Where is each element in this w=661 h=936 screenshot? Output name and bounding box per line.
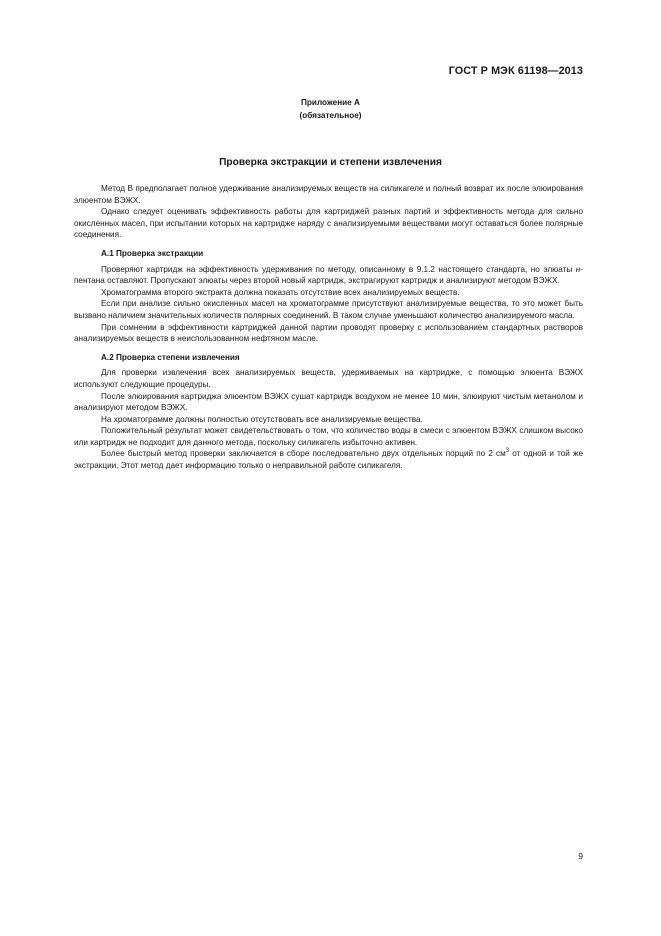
section-heading-a2: А.2 Проверка степени извлечения <box>101 352 240 362</box>
paragraph: Метод В предполагает полное удерживание анализируемых веществ на силикагеле и полный возврат их после элюирования элюентом ВЭЖХ. <box>74 184 583 205</box>
paragraph: После элюирования картриджа элюентом ВЭЖХ сушат картридж воздухом не менее 10 мин, элюируют чистым метанолом и анализируют методом ВЭЖХ. <box>74 391 583 413</box>
paragraph: Хроматограмма второго экстракта должна показать отсутствие всех анализируемых веществ. <box>101 287 460 297</box>
section-heading-a1: А.1 Проверка экстракции <box>101 248 204 258</box>
paragraph: Для проверки извлечения всех анализируемых веществ, удерживаемых на картридже, с помощью элюента ВЭЖХ используют следующие процедуры. <box>74 368 583 389</box>
annex-heading <box>0 96 661 122</box>
annex-title: Приложение А <box>301 98 360 107</box>
paragraph: При сомнении в эффективности картриджей данной партии проводят проверку с использованием стандартных растворов анализируемых веществ в неиспользованном нефтяном масле. <box>74 322 583 344</box>
paragraph <box>74 448 583 471</box>
italic-text: н <box>575 264 581 274</box>
text-run: Более быстрый метод проверки заключается в сборе последовательно двух отдельных порций по 2 см <box>101 449 506 459</box>
superscript: 3 <box>505 448 510 455</box>
standard-designation: ГОСТ Р МЭК 61198—2013 <box>448 65 583 77</box>
paragraph: Однако следует оценивать эффективность работы для картриджей разных партий и эффективность метода для сильно окисленных масел, при испытании которых на картридже наряду с анализируемыми веществами могут оставаться более полярные соединения. <box>74 207 583 240</box>
document-body <box>74 183 583 472</box>
text-run: от одной и той же экстракции. Этот метод дает информацию только о неправильной работе силикагеля. <box>74 449 584 471</box>
page-number: 9 <box>578 851 583 861</box>
paragraph: На хроматограмме должны полностью отсутствовать все анализируемые вещества. <box>101 414 423 424</box>
text-run: Проверяют картридж на эффективность удерживания по методу, описанному в 9.1.2 настоящего стандарта, но элюаты <box>101 264 576 274</box>
text-run: -пентана оставляют. Пропускают элюаты через второй новый картридж, экстрагируют картридж и анализируют методом ВЭЖХ. <box>74 264 583 286</box>
paragraph: Положительный результат может свидетельствовать о том, что количество воды в смеси с элюентом ВЭЖХ слишком высоко или картридж не подходит для данного метода, поскольку силикагель избыточно активен. <box>74 426 583 447</box>
document-title: Проверка экстракции и степени извлечения <box>219 157 442 168</box>
paragraph: Если при анализе сильно окисленных масел на хроматограмме присутствуют анализируемые вещества, то это может быть вызвано наличием значительных количеств полярных соединений. В таком случае уменьшают количество анализируемого масла. <box>74 299 583 320</box>
paragraph <box>74 264 583 287</box>
annex-status: (обязательное) <box>299 111 362 120</box>
